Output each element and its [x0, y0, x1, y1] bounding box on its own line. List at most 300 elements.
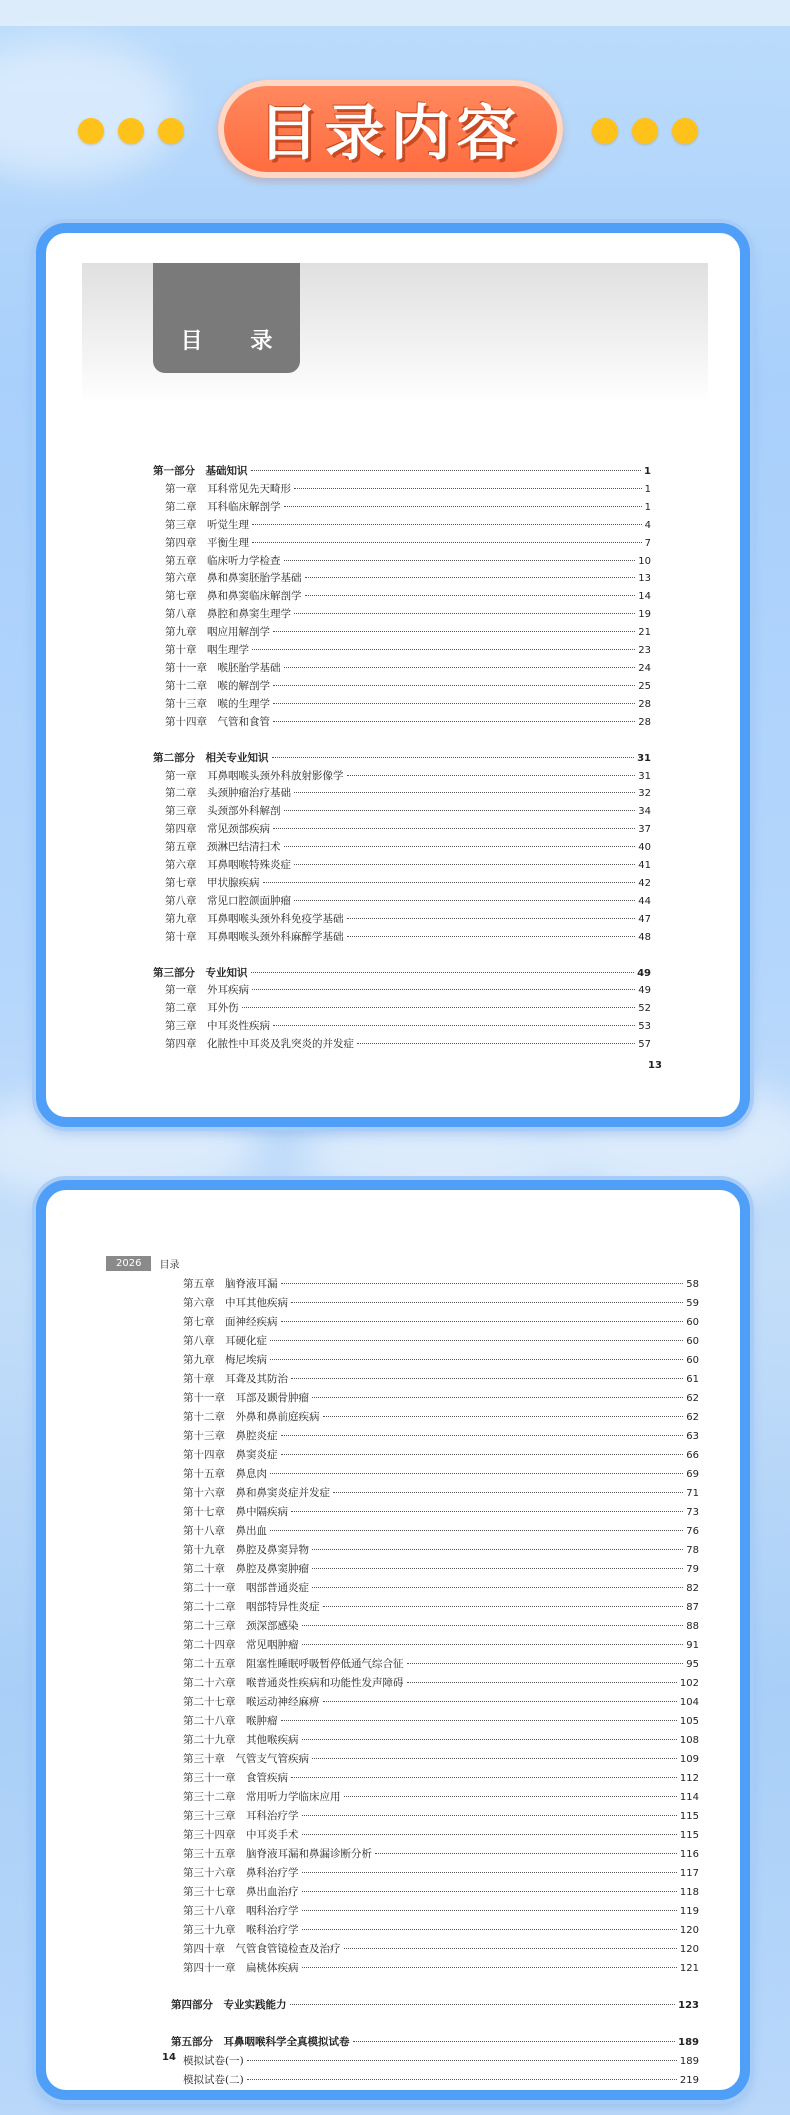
- dot-leader: [353, 2041, 676, 2042]
- toc-entry-page: 44: [638, 895, 651, 907]
- top-strip: [0, 0, 790, 26]
- toc-chapter-row: [171, 1294, 699, 1313]
- page-number: 14: [162, 2052, 176, 2063]
- toc-entry-label: 第二十一章 咽部普通炎症: [183, 1582, 309, 1594]
- dot-leader: [281, 1454, 684, 1455]
- toc-entry-label: 第十四章 气管和食管: [165, 715, 270, 728]
- dot-leader: [270, 1530, 683, 1531]
- dot-icon: [632, 118, 658, 144]
- dot-leader: [294, 613, 635, 614]
- toc-entry-page: 4: [644, 519, 651, 531]
- toc-entry-page: 114: [679, 1792, 699, 1803]
- toc-chapter-row: [153, 875, 651, 893]
- toc-entry-page: 120: [679, 1944, 699, 1955]
- toc-page-2: [36, 1180, 750, 2100]
- toc-chapter-row: [171, 1484, 699, 1503]
- toc-chapter-row: [171, 1845, 699, 1864]
- toc-chapter-row: [153, 606, 651, 624]
- toc-entry-page: 57: [638, 1039, 651, 1051]
- dot-leader: [284, 560, 636, 561]
- toc-entry-page: 120: [679, 1925, 699, 1936]
- toc-entry-page: 48: [638, 931, 651, 943]
- toc-chapter-row: [171, 1921, 699, 1940]
- toc-entry-page: 62: [686, 1393, 699, 1404]
- toc-chapter-row: [153, 517, 651, 535]
- toc-chapter-row: [171, 1731, 699, 1750]
- toc-entry-page: 91: [686, 1640, 699, 1651]
- dot-leader: [263, 882, 636, 883]
- toc-chapter-row: [171, 1674, 699, 1693]
- toc-chapter-row: [171, 1617, 699, 1636]
- toc-chapter-row: [153, 929, 651, 947]
- toc-part-row: [153, 750, 651, 768]
- dot-leader: [347, 775, 636, 776]
- toc-entry-label: 第四十章 气管食管镜检查及治疗: [183, 1943, 341, 1955]
- toc-chapter-row: [171, 1864, 699, 1883]
- dots-right: [592, 118, 698, 144]
- toc-chapter-row: [171, 1712, 699, 1731]
- toc-chapter-row: [153, 857, 651, 875]
- toc-entry-page: 19: [638, 609, 651, 621]
- dot-leader: [302, 1834, 677, 1835]
- toc-entry-label: 第五章 颈淋巴结清扫术: [165, 841, 281, 854]
- dot-leader: [344, 1948, 677, 1949]
- dot-leader: [302, 1929, 677, 1930]
- toc-entry-page: 189: [678, 2037, 699, 2048]
- toc-entry-page: 105: [679, 1716, 699, 1727]
- toc-chapter-row: [171, 1313, 699, 1332]
- toc-entry-label: 第十七章 鼻中隔疾病: [183, 1506, 288, 1518]
- toc-chapter-row: [171, 2071, 699, 2090]
- toc-entry-page: 58: [686, 1279, 699, 1290]
- toc-chapter-row: [171, 1275, 699, 1294]
- toc-entry-label: 第八章 耳硬化症: [183, 1335, 267, 1347]
- dot-leader: [242, 1007, 636, 1008]
- toc-entry-page: 40: [638, 842, 651, 854]
- dot-leader: [294, 488, 642, 489]
- toc-entry-label: 模拟试卷(二): [183, 2074, 244, 2086]
- dot-leader: [291, 1777, 677, 1778]
- dot-leader: [312, 1587, 683, 1588]
- toc-chapter-row: [153, 803, 651, 821]
- dot-leader: [281, 1283, 684, 1284]
- toc-chapter-row: [171, 1427, 699, 1446]
- toc-chapter-row: [153, 893, 651, 911]
- toc-entry-label: 第二十六章 喉普通炎性疾病和功能性发声障碍: [183, 1677, 404, 1689]
- toc-entry-page: 34: [638, 806, 651, 818]
- dot-leader: [281, 1720, 677, 1721]
- toc-part-row: [153, 463, 651, 481]
- toc-chapter-row: [153, 588, 651, 606]
- toc-chapter-row: [171, 1788, 699, 1807]
- toc-entry-label: 第十九章 鼻腔及鼻窦异物: [183, 1544, 309, 1556]
- toc-chapter-row: [153, 678, 651, 696]
- dot-leader: [305, 595, 636, 596]
- toc-chapter-row: [171, 1769, 699, 1788]
- toc-entry-label: 第五章 临床听力学检查: [165, 554, 281, 567]
- dot-leader: [302, 1625, 684, 1626]
- toc-entry-label: 第一章 外耳疾病: [165, 984, 249, 997]
- dot-leader: [273, 721, 635, 722]
- toc-chapter-row: [171, 1693, 699, 1712]
- dot-leader: [323, 1416, 684, 1417]
- toc-entry-page: 95: [686, 1659, 699, 1670]
- toc-entry-page: 28: [638, 698, 651, 710]
- toc-chapter-row: [171, 1503, 699, 1522]
- toc-chapter-row: [171, 1522, 699, 1541]
- toc-entry-label: 第三章 中耳炎性疾病: [165, 1020, 270, 1033]
- toc-entry-page: 31: [637, 752, 651, 764]
- toc-chapter-row: [153, 553, 651, 571]
- dot-leader: [294, 864, 635, 865]
- toc-entry-label: 第六章 鼻和鼻窦胚胎学基础: [165, 572, 302, 585]
- toc-entry-label: 第二十五章 阻塞性睡眠呼吸暂停低通气综合征: [183, 1658, 404, 1670]
- toc-entry-label: 第二章 耳外伤: [165, 1002, 239, 1015]
- year-tag: 2026: [106, 1256, 151, 1271]
- toc-entry-page: 53: [638, 1021, 651, 1033]
- toc-entry-page: 119: [679, 1906, 699, 1917]
- dot-leader: [272, 757, 635, 758]
- dot-leader: [344, 1796, 677, 1797]
- toc-entry-label: 第二十七章 喉运动神经麻痹: [183, 1696, 320, 1708]
- toc-chapter-row: [171, 1560, 699, 1579]
- toc-entry-label: 第三章 听觉生理: [165, 518, 249, 531]
- toc-entry-label: 第三章 头颈部外科解剖: [165, 805, 281, 818]
- toc-entry-label: 第十章 耳鼻咽喉头颈外科麻醉学基础: [165, 930, 344, 943]
- toc-entry-page: 21: [638, 627, 651, 639]
- toc-chapter-row: [153, 911, 651, 929]
- toc-entry-page: 49: [637, 967, 651, 979]
- dot-leader: [302, 1644, 684, 1645]
- toc-entry-label: 第九章 梅尼埃病: [183, 1354, 267, 1366]
- toc-chapter-row: [171, 1541, 699, 1560]
- dot-leader: [291, 1511, 683, 1512]
- toc-chapter-row: [171, 1465, 699, 1484]
- toc-part-row: [171, 1996, 699, 2015]
- dot-leader: [333, 1492, 683, 1493]
- toc-part-row: [171, 2033, 699, 2052]
- toc-entry-page: 1: [644, 466, 651, 477]
- toc-entry-page: 109: [679, 1754, 699, 1765]
- dot-leader: [270, 1359, 683, 1360]
- toc-chapter-row: [171, 1408, 699, 1427]
- toc-chapter-row: [153, 660, 651, 678]
- dot-icon: [592, 118, 618, 144]
- toc-entry-page: 60: [686, 1355, 699, 1366]
- toc-entry-label: 第十二章 喉的解剖学: [165, 679, 270, 692]
- toc-entry-label: 第七章 面神经疾病: [183, 1316, 278, 1328]
- dot-leader: [312, 1549, 683, 1550]
- toc-entry-label: 第四十一章 扁桃体疾病: [183, 1962, 299, 1974]
- toc-entry-page: 108: [679, 1735, 699, 1746]
- toc-entry-label: 第十一章 喉胚胎学基础: [165, 661, 281, 674]
- toc-entry-label: 第二十二章 咽部特异性炎症: [183, 1601, 320, 1613]
- dot-leader: [323, 1701, 677, 1702]
- toc-chapter-row: [153, 642, 651, 660]
- dot-leader: [302, 1739, 677, 1740]
- toc-entry-page: 82: [686, 1583, 699, 1594]
- toc-entry-label: 第八章 常见口腔颌面肿瘤: [165, 894, 291, 907]
- dot-leader: [252, 989, 635, 990]
- dot-leader: [252, 649, 635, 650]
- toc-chapter-row: [171, 1389, 699, 1408]
- title-banner: [218, 80, 563, 178]
- dot-leader: [407, 1682, 677, 1683]
- toc-entry-label: 第十章 咽生理学: [165, 644, 249, 657]
- dot-leader: [291, 1302, 683, 1303]
- toc-chapter-row: [171, 1750, 699, 1769]
- toc-entry-page: 102: [679, 1678, 699, 1689]
- dot-leader: [347, 918, 636, 919]
- toc-chapter-row: [171, 1636, 699, 1655]
- toc-entry-page: 63: [686, 1431, 699, 1442]
- toc-entry-page: 23: [638, 645, 651, 657]
- toc-entry-label: 第六章 耳鼻咽喉特殊炎症: [165, 859, 291, 872]
- toc-entry-label: 第四章 常见颈部疾病: [165, 823, 270, 836]
- dot-leader: [375, 1853, 677, 1854]
- toc-entry-label: 第三十三章 耳科治疗学: [183, 1810, 299, 1822]
- toc-entry-label: 第三部分 专业知识: [153, 966, 248, 979]
- toc-entry-page: 76: [686, 1526, 699, 1537]
- toc-entry-label: 第十三章 鼻腔炎症: [183, 1430, 278, 1442]
- dot-leader: [284, 506, 642, 507]
- dot-leader: [270, 1340, 683, 1341]
- toc-chapter-row: [171, 1826, 699, 1845]
- toc-chapter-row: [153, 768, 651, 786]
- toc-chapter-row: [153, 696, 651, 714]
- toc-entry-label: 第四章 平衡生理: [165, 536, 249, 549]
- dot-leader: [247, 2079, 677, 2080]
- header: [0, 80, 790, 185]
- dot-leader: [290, 2004, 676, 2005]
- toc-entry-page: 47: [638, 913, 651, 925]
- toc-chapter-row: [153, 499, 651, 517]
- toc-chapter-row: [171, 1807, 699, 1826]
- toc-chapter-row: [171, 2052, 699, 2071]
- toc-list: [153, 463, 651, 1054]
- toc-chapter-row: [153, 481, 651, 499]
- toc-entry-page: 14: [638, 591, 651, 603]
- toc-entry-label: 第一章 耳科常见先天畸形: [165, 482, 291, 495]
- toc-entry-page: 31: [638, 770, 651, 782]
- toc-chapter-row: [171, 1598, 699, 1617]
- dot-leader: [247, 2060, 677, 2061]
- dot-leader: [273, 631, 635, 632]
- toc-entry-page: 79: [686, 1564, 699, 1575]
- toc-entry-label: 第三十九章 喉科治疗学: [183, 1924, 299, 1936]
- toc-entry-page: 62: [686, 1412, 699, 1423]
- toc-entry-page: 13: [638, 573, 651, 585]
- toc-entry-page: 78: [686, 1545, 699, 1556]
- toc-entry-page: 69: [686, 1469, 699, 1480]
- toc-entry-page: 28: [638, 716, 651, 728]
- dot-leader: [251, 972, 635, 973]
- toc-entry-label: 第二十三章 颈深部感染: [183, 1620, 299, 1632]
- dot-leader: [305, 577, 636, 578]
- toc-entry-page: 219: [679, 2075, 699, 2086]
- toc-list: [171, 1275, 699, 2090]
- dot-leader: [252, 524, 642, 525]
- dot-leader: [284, 810, 636, 811]
- toc-entry-page: 25: [638, 680, 651, 692]
- dot-leader: [273, 685, 635, 686]
- toc-entry-label: 第二十九章 其他喉疾病: [183, 1734, 299, 1746]
- toc-entry-label: 第十五章 鼻息肉: [183, 1468, 267, 1480]
- dot-leader: [294, 900, 635, 901]
- toc-entry-page: 10: [638, 555, 651, 567]
- toc-entry-label: 第二十八章 喉肿瘤: [183, 1715, 278, 1727]
- running-section: 目录: [159, 1260, 180, 1271]
- toc-entry-page: 71: [686, 1488, 699, 1499]
- dot-icon: [118, 118, 144, 144]
- toc-entry-label: 第十三章 喉的生理学: [165, 697, 270, 710]
- toc-entry-label: 第一章 耳鼻咽喉头颈外科放射影像学: [165, 769, 344, 782]
- dot-leader: [312, 1568, 683, 1569]
- dot-leader: [273, 828, 635, 829]
- toc-entry-label: 第八章 鼻腔和鼻窦生理学: [165, 608, 291, 621]
- toc-chapter-row: [153, 624, 651, 642]
- toc-chapter-row: [153, 714, 651, 732]
- toc-chapter-row: [153, 1000, 651, 1018]
- running-header: [106, 1256, 179, 1271]
- toc-chapter-row: [153, 785, 651, 803]
- dot-leader: [284, 846, 636, 847]
- dot-leader: [273, 703, 635, 704]
- toc-chapter-row: [153, 821, 651, 839]
- toc-entry-label: 模拟试卷(一): [183, 2055, 244, 2067]
- dot-icon: [672, 118, 698, 144]
- toc-chapter-row: [153, 535, 651, 553]
- toc-entry-page: 60: [686, 1317, 699, 1328]
- toc-entry-page: 7: [644, 537, 651, 549]
- toc-entry-label: 第十章 耳聋及其防治: [183, 1373, 288, 1385]
- toc-entry-label: 第十二章 外鼻和鼻前庭疾病: [183, 1411, 320, 1423]
- toc-chapter-row: [171, 1883, 699, 1902]
- dot-leader: [270, 1473, 683, 1474]
- dot-leader: [302, 1910, 677, 1911]
- toc-entry-page: 60: [686, 1336, 699, 1347]
- toc-entry-page: 42: [638, 877, 651, 889]
- dot-leader: [302, 1891, 677, 1892]
- toc-entry-page: 116: [679, 1849, 699, 1860]
- toc-entry-label: 第三十一章 食管疾病: [183, 1772, 288, 1784]
- dot-leader: [302, 1872, 677, 1873]
- toc-entry-page: 112: [679, 1773, 699, 1784]
- toc-entry-page: 1: [644, 501, 651, 513]
- dot-leader: [323, 1606, 684, 1607]
- toc-page-1: [36, 223, 750, 1127]
- toc-entry-page: 1: [644, 483, 651, 495]
- heading-tab: [153, 263, 300, 373]
- toc-entry-page: 37: [638, 824, 651, 836]
- toc-entry-page: 52: [638, 1003, 651, 1015]
- toc-entry-page: 73: [686, 1507, 699, 1518]
- toc-entry-page: 61: [686, 1374, 699, 1385]
- toc-chapter-row: [171, 1655, 699, 1674]
- toc-chapter-row: [153, 1036, 651, 1054]
- toc-entry-label: 第三十六章 鼻科治疗学: [183, 1867, 299, 1879]
- toc-entry-label: 第一部分 基础知识: [153, 465, 248, 477]
- toc-chapter-row: [171, 1446, 699, 1465]
- dot-leader: [302, 1967, 677, 1968]
- toc-entry-label: 第三十四章 中耳炎手术: [183, 1829, 299, 1841]
- toc-entry-label: 第四章 化脓性中耳炎及乳突炎的并发症: [165, 1038, 354, 1051]
- toc-chapter-row: [153, 839, 651, 857]
- toc-entry-label: 第十六章 鼻和鼻窦炎症并发症: [183, 1487, 330, 1499]
- toc-entry-label: 第十四章 鼻窦炎症: [183, 1449, 278, 1461]
- toc-entry-label: 第七章 甲状腺疾病: [165, 876, 260, 889]
- toc-entry-label: 第十八章 鼻出血: [183, 1525, 267, 1537]
- toc-entry-page: 121: [679, 1963, 699, 1974]
- toc-entry-page: 87: [686, 1602, 699, 1613]
- toc-entry-label: 第九章 咽应用解剖学: [165, 626, 270, 639]
- toc-entry-label: 第二十四章 常见咽肿瘤: [183, 1639, 299, 1651]
- toc-entry-page: 49: [638, 985, 651, 997]
- toc-entry-page: 32: [638, 788, 651, 800]
- toc-chapter-row: [153, 570, 651, 588]
- toc-entry-page: 118: [679, 1887, 699, 1898]
- toc-chapter-row: [171, 1959, 699, 1978]
- dot-leader: [284, 667, 636, 668]
- dot-icon: [158, 118, 184, 144]
- toc-entry-page: 123: [678, 2000, 699, 2011]
- toc-entry-page: 104: [679, 1697, 699, 1708]
- toc-entry-label: 第三十七章 鼻出血治疗: [183, 1886, 299, 1898]
- dot-leader: [281, 1321, 684, 1322]
- dot-icon: [78, 118, 104, 144]
- toc-entry-label: 第六章 中耳其他疾病: [183, 1297, 288, 1309]
- dot-leader: [312, 1397, 683, 1398]
- dots-left: [78, 118, 184, 144]
- toc-chapter-row: [171, 1351, 699, 1370]
- dot-leader: [302, 1815, 677, 1816]
- toc-chapter-row: [171, 1332, 699, 1351]
- toc-entry-label: 第四部分 专业实践能力: [171, 1999, 287, 2011]
- toc-entry-label: 第七章 鼻和鼻窦临床解剖学: [165, 590, 302, 603]
- toc-entry-label: 第五章 脑脊液耳漏: [183, 1278, 278, 1290]
- toc-entry-page: 117: [679, 1868, 699, 1879]
- toc-part-row: [153, 965, 651, 983]
- toc-entry-label: 第三十二章 常用听力学临床应用: [183, 1791, 341, 1803]
- toc-entry-label: 第九章 耳鼻咽喉头颈外科免疫学基础: [165, 912, 344, 925]
- toc-entry-label: 第二十章 鼻腔及鼻窦肿瘤: [183, 1563, 309, 1575]
- toc-entry-page: 115: [679, 1830, 699, 1841]
- toc-chapter-row: [153, 982, 651, 1000]
- dot-leader: [407, 1663, 684, 1664]
- toc-chapter-row: [153, 1018, 651, 1036]
- dot-leader: [251, 470, 642, 471]
- toc-entry-label: 第三十八章 咽科治疗学: [183, 1905, 299, 1917]
- toc-entry-label: 第五部分 耳鼻咽喉科学全真模拟试卷: [171, 2036, 350, 2048]
- toc-entry-page: 115: [679, 1811, 699, 1822]
- dot-leader: [294, 792, 635, 793]
- toc-entry-label: 第二章 头颈肿瘤治疗基础: [165, 787, 291, 800]
- dot-leader: [312, 1758, 677, 1759]
- dot-leader: [273, 1025, 635, 1026]
- toc-entry-label: 第二部分 相关专业知识: [153, 751, 269, 764]
- toc-chapter-row: [171, 1370, 699, 1389]
- toc-entry-page: 24: [638, 662, 651, 674]
- dot-leader: [291, 1378, 683, 1379]
- toc-entry-page: 88: [686, 1621, 699, 1632]
- dot-leader: [357, 1043, 635, 1044]
- dot-leader: [281, 1435, 684, 1436]
- toc-entry-label: 第十一章 耳部及颞骨肿瘤: [183, 1392, 309, 1404]
- toc-entry-page: 59: [686, 1298, 699, 1309]
- toc-chapter-row: [171, 1902, 699, 1921]
- banner-title: 目录内容: [258, 99, 523, 169]
- page-heading: 目 录: [180, 329, 293, 354]
